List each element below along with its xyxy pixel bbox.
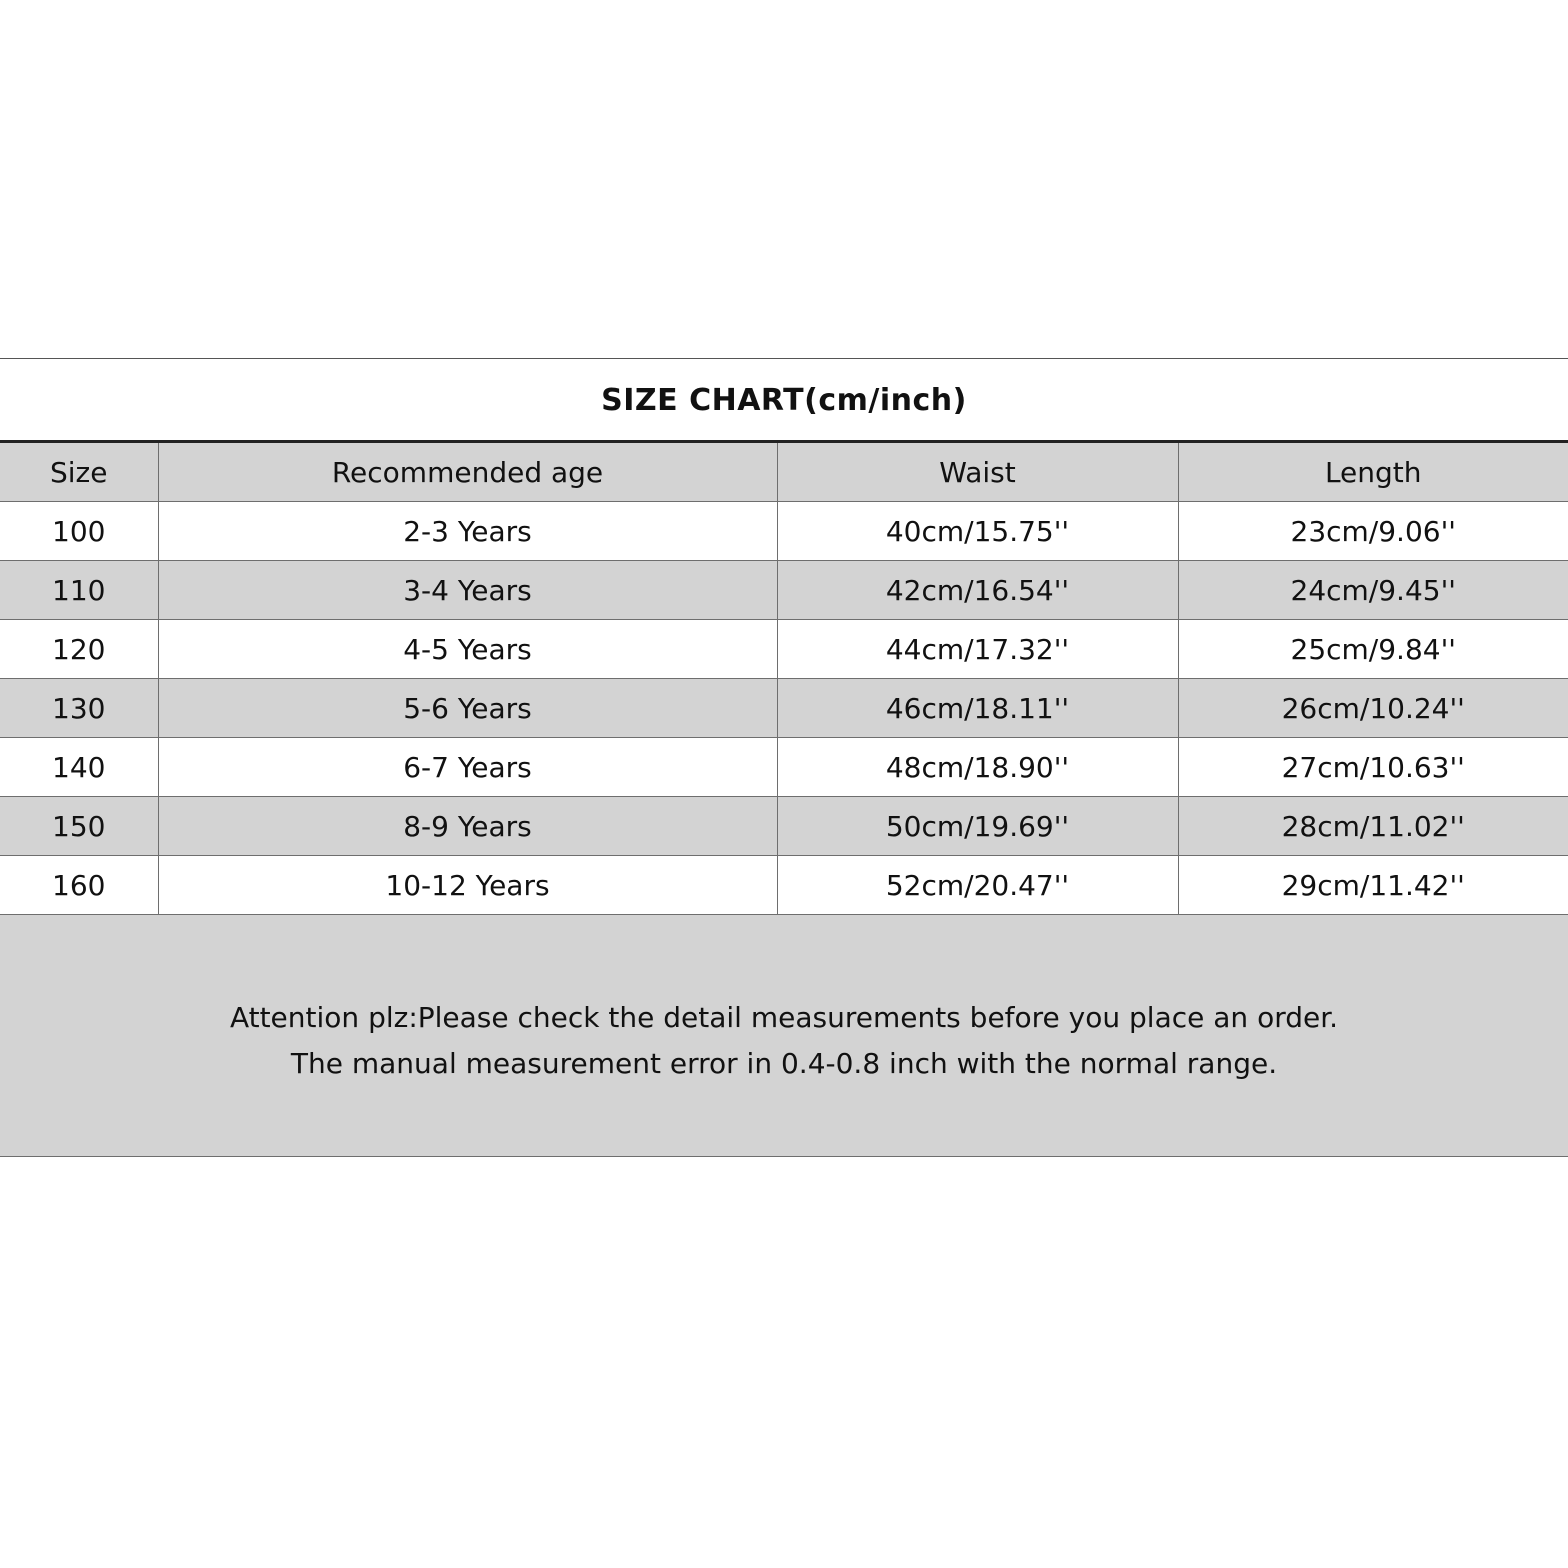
cell-size: 120: [0, 620, 158, 679]
table-row: [0, 856, 1568, 915]
table-row: [0, 502, 1568, 561]
cell-waist: 40cm/15.75'': [777, 502, 1178, 561]
cell-waist: 52cm/20.47'': [777, 856, 1178, 915]
cell-waist: 42cm/16.54'': [777, 561, 1178, 620]
cell-length: 23cm/9.06'': [1178, 502, 1568, 561]
cell-age: 8-9 Years: [158, 797, 777, 856]
cell-age: 3-4 Years: [158, 561, 777, 620]
table-row: [0, 679, 1568, 738]
cell-size: 110: [0, 561, 158, 620]
cell-waist: 50cm/19.69'': [777, 797, 1178, 856]
size-table: [0, 440, 1568, 915]
table-row: [0, 738, 1568, 797]
attention-note: [0, 915, 1568, 1157]
cell-waist: 48cm/18.90'': [777, 738, 1178, 797]
cell-age: 4-5 Years: [158, 620, 777, 679]
table-header-row: [0, 442, 1568, 502]
cell-size: 100: [0, 502, 158, 561]
cell-waist: 44cm/17.32'': [777, 620, 1178, 679]
header-waist: Waist: [777, 442, 1178, 502]
header-length: Length: [1178, 442, 1568, 502]
note-line-1: Attention plz:Please check the detail measurements before you place an order.: [229, 1001, 1339, 1034]
note-line-2: The manual measurement error in 0.4-0.8 inch with the normal range.: [290, 1047, 1278, 1080]
table-row: [0, 561, 1568, 620]
size-chart: [0, 358, 1568, 1157]
cell-size: 150: [0, 797, 158, 856]
cell-length: 28cm/11.02'': [1178, 797, 1568, 856]
cell-age: 6-7 Years: [158, 738, 777, 797]
table-row: [0, 797, 1568, 856]
cell-length: 27cm/10.63'': [1178, 738, 1568, 797]
header-recommended-age: Recommended age: [158, 442, 777, 502]
cell-age: 10-12 Years: [158, 856, 777, 915]
cell-length: 29cm/11.42'': [1178, 856, 1568, 915]
table-row: [0, 620, 1568, 679]
cell-size: 140: [0, 738, 158, 797]
cell-length: 26cm/10.24'': [1178, 679, 1568, 738]
cell-length: 24cm/9.45'': [1178, 561, 1568, 620]
cell-age: 2-3 Years: [158, 502, 777, 561]
chart-title: SIZE CHART(cm/inch): [0, 359, 1568, 440]
cell-waist: 46cm/18.11'': [777, 679, 1178, 738]
cell-size: 160: [0, 856, 158, 915]
cell-age: 5-6 Years: [158, 679, 777, 738]
header-size: Size: [0, 442, 158, 502]
cell-length: 25cm/9.84'': [1178, 620, 1568, 679]
cell-size: 130: [0, 679, 158, 738]
